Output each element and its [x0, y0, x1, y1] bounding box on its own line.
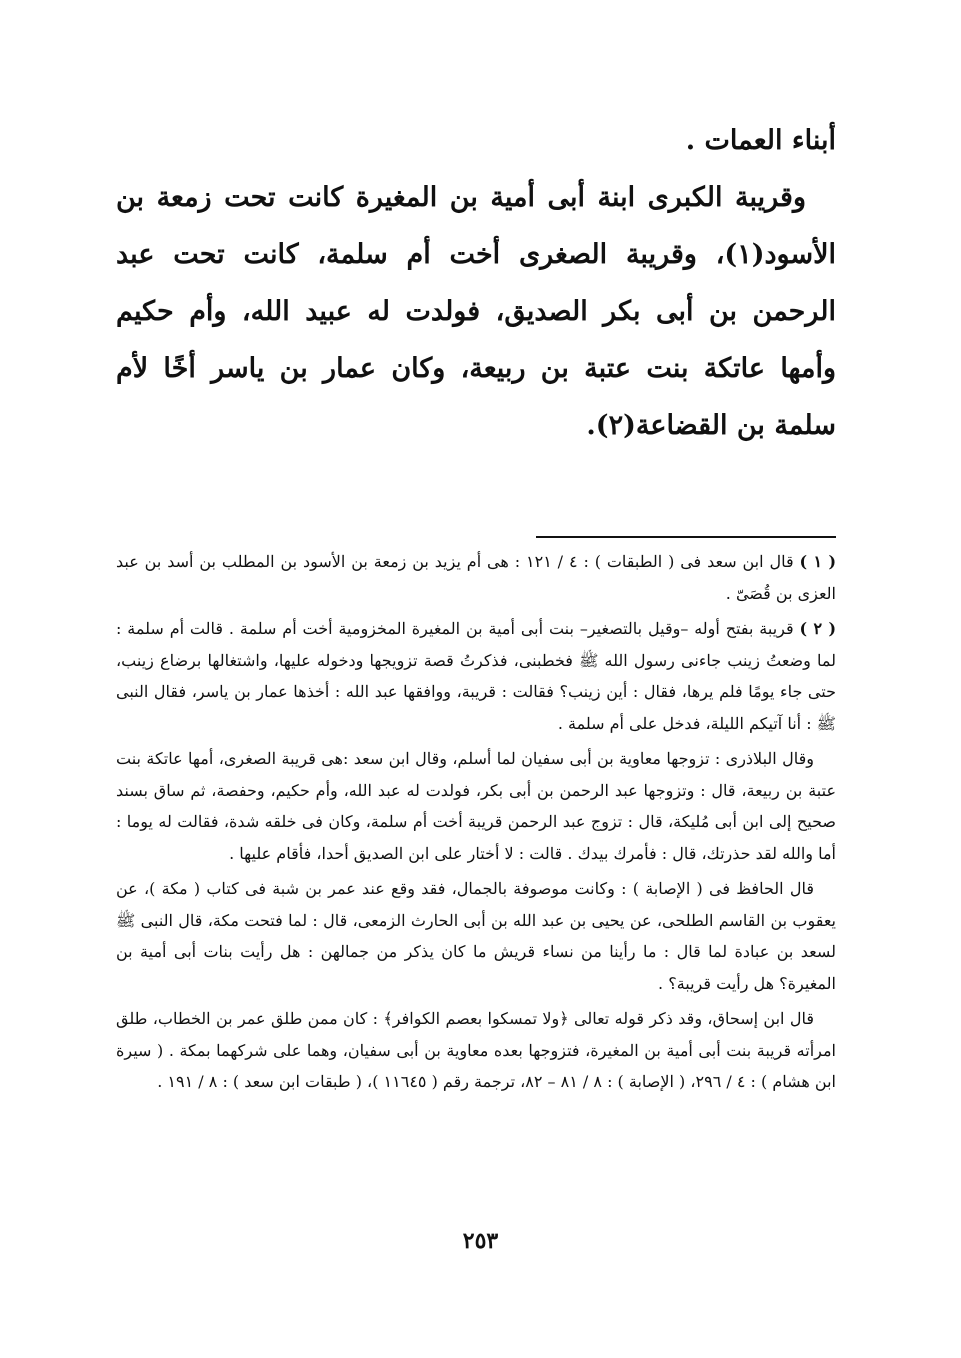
section-heading: أبناء العمات . — [685, 125, 836, 156]
page-number: ٢٥٣ — [462, 1228, 499, 1254]
footnote-number: ( ٢ ) — [799, 619, 837, 638]
footnote-2 — [116, 613, 836, 739]
footnotes-block — [116, 546, 836, 1102]
footnote-paragraph: قال الحافظ فى ( الإصابة ) : وكانت موصوفة بالجمال، فقد وقع عند عمر بن شبة فى كتاب ( مكة )، عن يعقوب بن القاسم الطلحى، عن يحيى بن عبد الله بن أبى الحارث الزمعى، قال : لما فتحت مكة، قال النبى ﷺ لسعد بن عبادة لما قال : ما رأينا من نساء قريش ما كان يذكر من جمالهن : هل رأيت بنات أبى أمية بن المغيرة؟ هل رأيت قريبة؟ . — [116, 879, 837, 993]
footnote-paragraph: وقال البلاذرى : تزوجها معاوية بن أبى سفيان لما أسلم، وقال ابن سعد :هى قريبة الصغرى، أمها عاتكة بنت عتبة بن ربيعة، قال : وتزوجها عبد الرحمن بن أبى بكر، فولدت له عبد الله، وأم حكيم، وحفصة، ثم ساق بسند صحيح إلى ابن أبى مُليكة، قال : تزوج عبد الرحمن قريبة أخت أم سلمة، وكان فى خلقه شدة، فقالت له يوما : أما والله لقد حذرتك، قال : فأمرك بيدك . قالت : لا أختار على ابن الصديق أحدا، فأقام عليها . — [116, 749, 836, 863]
footnote-number: ( ١ ) — [799, 552, 837, 571]
footnote-1 — [116, 546, 836, 609]
main-text-block — [116, 112, 836, 454]
footnote-paragraph: قال ابن إسحاق، وقد ذكر قوله تعالى ﴿ولا تمسكوا بعصم الكوافر﴾ : كان ممن طلق عمر بن الخطاب، طلق امرأته قريبة بنت أبى أمية بن المغيرة، فتزوجها بعده معاوية بن أبى سفيان، وهما على شركهما بمكة . ( سيرة ابن هشام ) : ٤ / ٢٩٦، ( الإصابة ) : ٨ / ٨١ – ٨٢، ترجمة رقم ( ١١٦٤٥ )، ( طبقات ابن سعد ) : ٨ / ١٩١ . — [116, 1009, 836, 1091]
footnote-divider — [536, 536, 836, 538]
footnote-text: قريبة بفتح أوله –وقيل بالتصغير– بنت أبى أمية بن المغيرة المخزومية أخت أم سلمة . قالت أم سلمة : لما وضعتُ زينب جاءنى رسول الله ﷺ فخطبنى، فذكرتُ قصة تزويجها ودخوله عليها، واشتغالها برضاع زينب، حتى جاء يومًا فلم يرها، فقال : أين زينب؟ فقالت : قريبة، ووافقها عبد الله : أخذها عمار بن ياسر، فقال النبى ﷺ : أنا آتيكم الليلة، فدخل على أم سلمة . — [116, 619, 836, 733]
main-paragraph: وقريبة الكبرى ابنة أبى أمية بن المغيرة كانت تحت زمعة بن الأسود(١)، وقريبة الصغرى أخت أم سلمة، كانت تحت عبد الرحمن بن أبى بكر الصديق، فولدت له عبيد الله، وأم حكيم وأمها عاتكة بنت عتبة بن ربيعة، وكان عمار بن ياسر أخًا لأم سلمة بن القضاعة(٢). — [116, 182, 836, 441]
footnote-text: قال ابن سعد فى ( الطبقات ) : ٤ / ١٢١ : هى أم يزيد بن زمعة بن الأسود بن المطلب بن أسد بن عبد العزى بن قُصَىّ . — [116, 552, 836, 603]
